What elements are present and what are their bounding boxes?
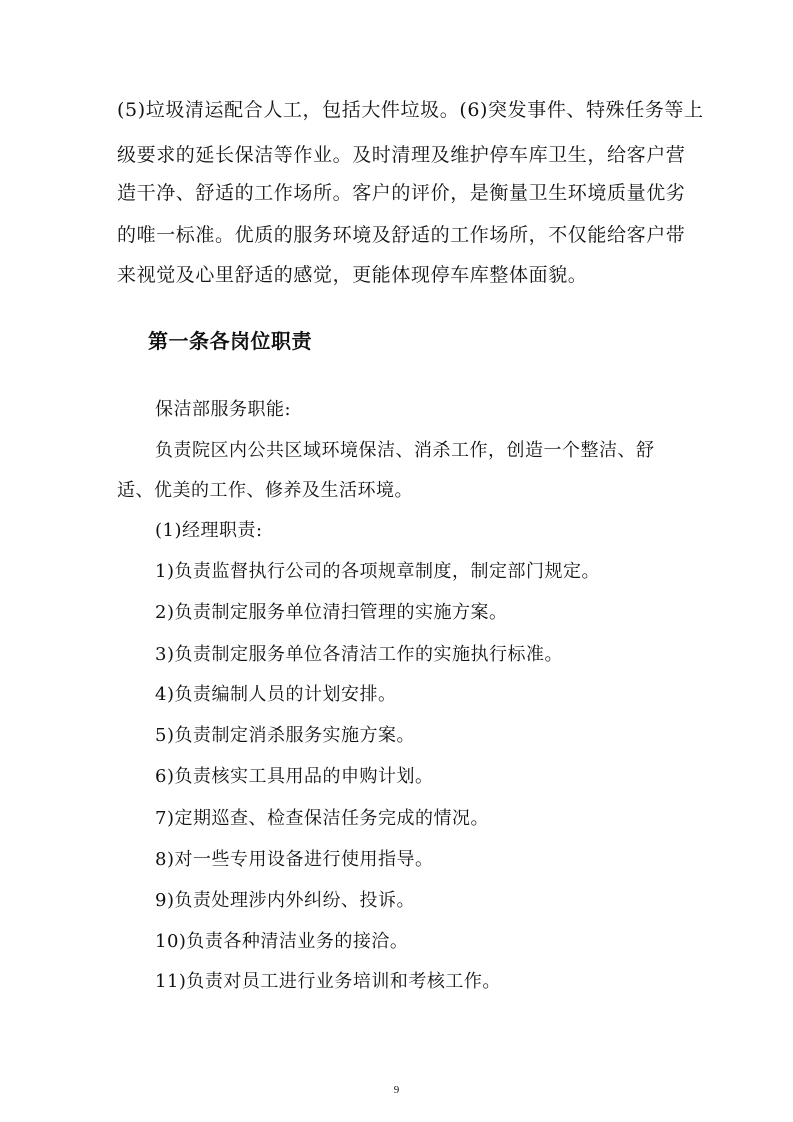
list-item: 11)负责对员工进行业务培训和考核工作。 [155, 971, 501, 992]
intro-line: 造干净、舒适的工作场所。客户的评价，是衡量卫生环境质量优劣 [117, 182, 686, 204]
intro-line: 的唯一标准。优质的服务环境及舒适的工作场所，不仅能给客户带 [117, 224, 686, 246]
intro-line: 级要求的延长保洁等作业。及时清理及维护停车库卫生，给客户营 [117, 144, 686, 166]
intro-line: (5)垃圾清运配合人工，包括大件垃圾。(6)突发事件、特殊任务等上 [117, 99, 704, 121]
list-item: 7)定期巡查、检查保洁任务完成的情况。 [155, 808, 489, 829]
list-item: 1)负责监督执行公司的各项规章制度，制定部门规定。 [155, 561, 600, 582]
list-item: 2)负责制定服务单位清扫管理的实施方案。 [155, 602, 508, 623]
list-item: 10)负责各种清洁业务的接洽。 [155, 931, 409, 952]
list-item: 4)负责编制人员的计划安排。 [155, 684, 397, 705]
intro-line: 来视觉及心里舒适的感觉，更能体现停车库整体面貌。 [117, 264, 588, 286]
cleaning-dept-description: 负责院区内公共区域环境保洁、消杀工作，创造一个整洁、舒 [155, 440, 655, 461]
list-item: 9)负责处理涉内外纠纷、投诉。 [155, 890, 415, 911]
section-heading: 第一条各岗位职责 [148, 329, 312, 353]
manager-duties-title: (1)经理职责: [155, 520, 263, 541]
cleaning-dept-label: 保洁部服务职能: [155, 399, 292, 420]
list-item: 8)对一些专用设备进行使用指导。 [155, 849, 434, 870]
cleaning-dept-description-cont: 适、优美的工作、修养及生活环境。 [117, 480, 413, 501]
list-item: 5)负责制定消杀服务实施方案。 [155, 725, 415, 746]
page-number: 9 [393, 1084, 400, 1096]
list-item: 3)负责制定服务单位各清洁工作的实施执行标准。 [155, 644, 563, 665]
list-item: 6)负责核实工具用品的申购计划。 [155, 766, 434, 787]
